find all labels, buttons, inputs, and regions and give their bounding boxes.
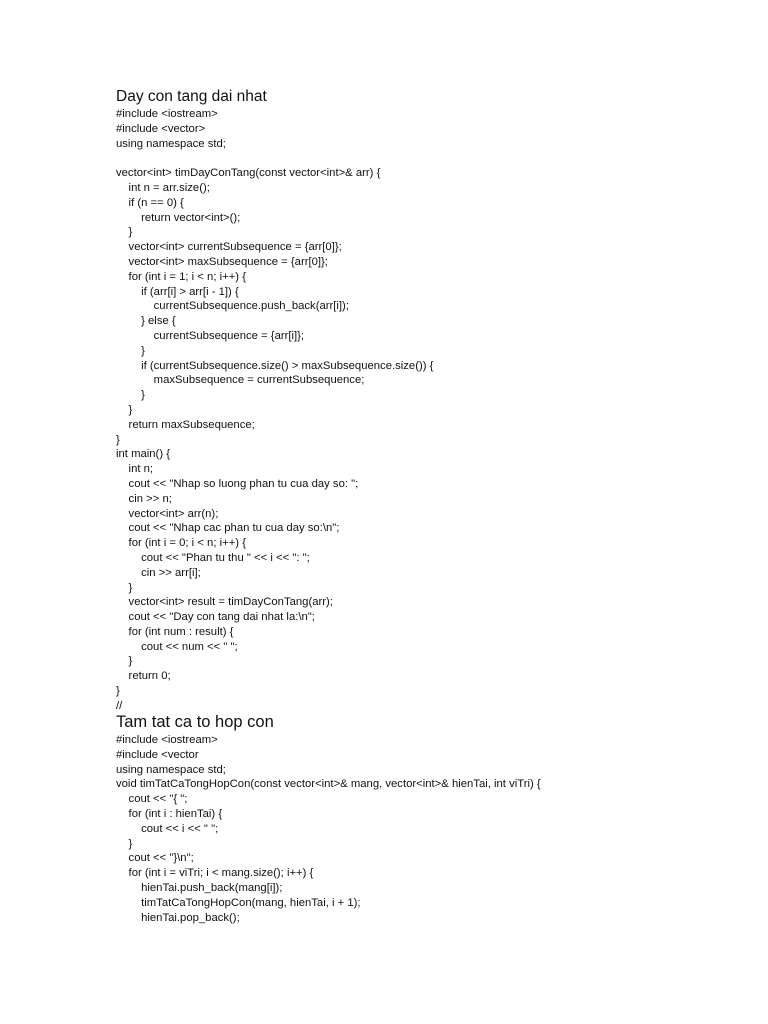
code-line: hienTai.push_back(mang[i]); [116,881,283,894]
code-line: } [116,389,145,402]
code-line: for (int i = 1; i < n; i++) { [116,270,246,283]
code-line: int n; [116,463,154,476]
code-line: vector<int> currentSubsequence = {arr[0]}; [116,241,342,254]
code-line: cout << "Nhap cac phan tu cua day so:\n"; [116,522,340,535]
section-longest-increasing-subsequence [116,86,736,714]
code-line: } [116,403,133,416]
code-line: if (arr[i] > arr[i - 1]) { [116,285,239,298]
code-line: cin >> n; [116,492,172,505]
code-line: if (n == 0) { [116,196,184,209]
code-line: for (int i = viTri; i < mang.size(); i++) { [116,867,314,880]
code-line: #include <vector> [116,122,206,135]
code-line: cout << "Phan tu thu " << i << ": "; [116,551,310,564]
code-line: hienTai.pop_back(); [116,911,240,924]
code-line: vector<int> maxSubsequence = {arr[0]}; [116,255,328,268]
code-line: } [116,344,145,357]
code-line: // [116,699,123,712]
code-line: #include <iostream> [116,734,218,746]
code-line: } [116,655,133,668]
code-line: vector<int> arr(n); [116,507,219,520]
section-all-subsets [116,712,736,925]
code-line: } [116,685,120,698]
code-line: int main() { [116,448,170,461]
code-line: } [116,837,133,850]
code-line: #include <vector [116,748,199,761]
code-line: vector<int> timDayConTang(const vector<int>& arr) { [116,167,381,180]
code-line: currentSubsequence = {arr[i]}; [116,329,305,342]
code-block [116,733,736,925]
code-line: cout << "{ "; [116,793,188,806]
code-line: int n = arr.size(); [116,181,210,194]
code-line: return 0; [116,670,171,683]
code-line: cin >> arr[i]; [116,566,201,579]
code-line: cout << "Day con tang dai nhat la:\n"; [116,611,315,624]
code-line: } [116,433,120,446]
code-line: using namespace std; [116,763,226,776]
code-line [116,151,736,166]
code-line: return maxSubsequence; [116,418,255,431]
section-heading: Tam tat ca to hop con [116,713,274,731]
code-line: if (currentSubsequence.size() > maxSubsequence.size()) { [116,359,434,372]
code-line: } else { [116,315,176,328]
code-line: maxSubsequence = currentSubsequence; [116,374,365,387]
code-line: vector<int> result = timDayConTang(arr); [116,596,333,609]
code-block [116,107,736,714]
code-line: cout << i << " "; [116,822,219,835]
code-line: for (int i : hienTai) { [116,807,223,820]
code-line: cout << num << " "; [116,640,238,653]
code-line: using namespace std; [116,137,226,150]
code-line: timTatCaTongHopCon(mang, hienTai, i + 1); [116,896,361,909]
code-line: cout << "Nhap so luong phan tu cua day so: "; [116,477,359,490]
section-heading: Day con tang dai nhat [116,88,267,105]
code-line: for (int num : result) { [116,625,234,638]
code-line: return vector<int>(); [116,211,241,224]
code-line: void timTatCaTongHopCon(const vector<int>& mang, vector<int>& hienTai, int viTri) { [116,778,541,791]
code-line: #include <iostream> [116,108,218,120]
code-line: } [116,581,133,594]
code-line: currentSubsequence.push_back(arr[i]); [116,300,349,313]
code-line: for (int i = 0; i < n; i++) { [116,537,246,550]
code-line: cout << "}\n"; [116,852,194,865]
code-line: } [116,226,133,239]
